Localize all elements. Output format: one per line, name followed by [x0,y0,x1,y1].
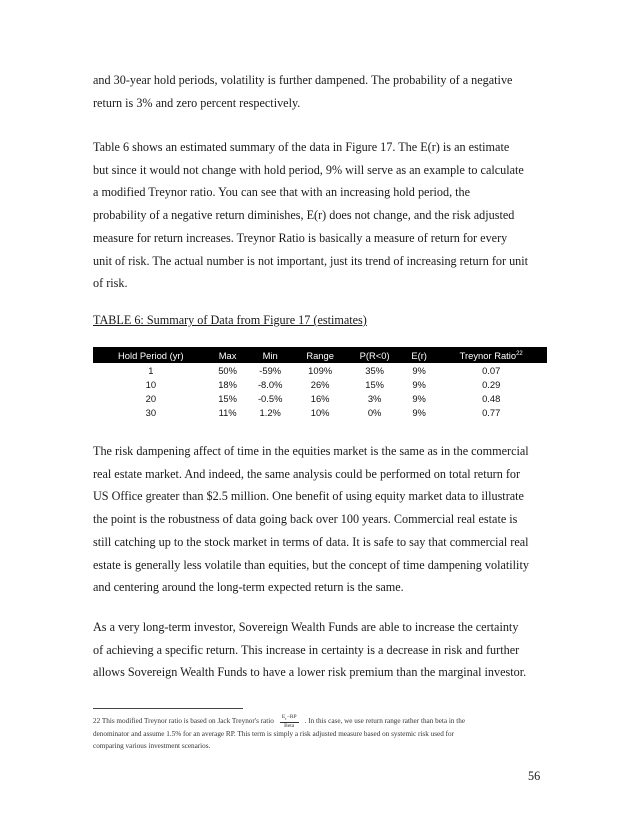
table-cell: 1.2% [259,406,281,418]
formula-denominator: Beta [284,723,295,730]
text-line: real estate market. And indeed, the same analysis could be performed on total return for [93,466,521,481]
text-line: measure for return increases. Treynor Ratio is basically a measure of return for every [93,230,508,245]
text-line: and centering around the long-term expected return is the same. [93,580,404,595]
footnote-line: comparing various investment scenarios. [93,741,211,750]
text-line: still catching up to the stock market in terms of data. It is safe to say that commercial real [93,534,529,549]
header-max: Max [209,347,247,363]
paragraph-sovereign-wealth [93,616,553,684]
paragraph-table-6-intro [93,136,553,295]
table-cell: 50% [218,364,237,376]
text-line: US Office greater than $2.5 million. One benefit of using equity market data to illustrate [93,489,524,504]
table-cell: 35% [365,364,384,376]
header-treynor-ratio [435,347,547,363]
footnote-line [93,714,553,729]
text-line: unit of risk. The actual number is not important, just its trend of increasing return for unit [93,253,529,268]
table-cell: 9% [412,364,426,376]
formula-sub: r [285,716,287,722]
table-cell: 9% [412,392,426,404]
table-row [93,363,547,377]
text-line: return is 3% and zero percent respectively. [93,95,301,110]
table-cell: 16% [310,392,330,404]
table-cell: 18% [218,378,237,390]
text-line: The risk dampening affect of time in the equities market is the same as in the commercial [93,444,529,458]
table-cell: 9% [412,378,426,390]
table-cell: 1 [148,364,154,376]
header-min: Min [247,347,294,363]
footnote-line: denominator and assume 1.5% for an average RP. This term is simply a risk adjusted measure based on systemic risk used for [93,730,454,739]
table-cell: 9% [412,406,426,418]
table-cell: 30 [145,406,157,418]
table-cell: 0.29 [482,378,501,390]
table-cell: -0.5% [257,392,283,404]
table-cell: 0.07 [482,364,501,376]
text-line: As a very long-term investor, Sovereign Wealth Funds are able to increase the certainty [93,620,519,634]
header-range: Range [294,347,347,363]
paragraph-risk-dampening [93,440,553,599]
paragraph-hold-periods [93,69,553,114]
text-line: and 30-year hold periods, volatility is further dampened. The probability of a negative [93,73,513,87]
text-line: probability of a negative return diminishes, E(r) does not change, and the risk adjusted [93,208,515,223]
table-caption: TABLE 6: Summary of Data from Figure 17 (estimates) [93,313,367,327]
table-row [93,405,547,419]
table-cell: 109% [308,364,333,376]
table-row [93,377,547,391]
text-line: the point is the robustness of data going back over 100 years. Commercial real estate is [93,512,518,527]
table-row [93,391,547,405]
footnote-ref: 22 [516,350,523,357]
table-cell: 10% [310,406,330,418]
header-expected-return: E(r) [403,347,436,363]
table-cell: 15% [365,378,384,390]
summary-table [93,347,547,419]
table-cell: 0.77 [482,406,501,418]
text-line: but since it would not change with hold period, 9% will serve as an example to calculate [93,162,524,177]
table-cell: 15% [218,392,237,404]
text-line: of achieving a specific return. This increase in certainty is a decrease in risk and further [93,642,520,657]
formula-rp: −RP [286,714,297,720]
table-cell: 0% [367,406,382,418]
footnote-22 [93,714,553,752]
table-cell: 0.48 [482,392,501,404]
footnote-tail: . In this case, we use return range rather than beta in the [304,717,466,726]
table-cell: 10 [145,378,157,390]
treynor-label: Treynor Ratio [459,349,517,361]
text-line: of risk. [93,276,128,291]
table-cell: 11% [218,406,237,418]
table-cell: 20 [145,392,157,404]
text-line: estate is generally less volatile than equities, but the concept of time dampening volatility [93,557,529,572]
table-cell: -8.0% [257,378,283,390]
formula-e: E [281,714,286,720]
footnote-lead: 22 This modified Treynor ratio is based on Jack Treynor's ratio [93,717,274,726]
page-number: 56 [528,769,541,783]
table-cell: 26% [310,378,330,390]
table-cell: 3% [367,392,382,404]
table-cell: -59% [259,364,282,376]
text-line: Table 6 shows an estimated summary of the data in Figure 17. The E(r) is an estimate [93,140,510,154]
header-prob-negative: P(R<0) [346,347,402,363]
treynor-formula [280,714,299,729]
header-hold-period: Hold Period (yr) [93,347,209,363]
footnote-divider [93,708,243,709]
text-line: allows Sovereign Wealth Funds to have a lower risk premium than the marginal investor. [93,665,527,680]
formula-numerator [280,714,299,723]
table-header-row [93,347,547,363]
text-line: a modified Treynor ratio. You can see that with an increasing hold period, the [93,185,471,200]
